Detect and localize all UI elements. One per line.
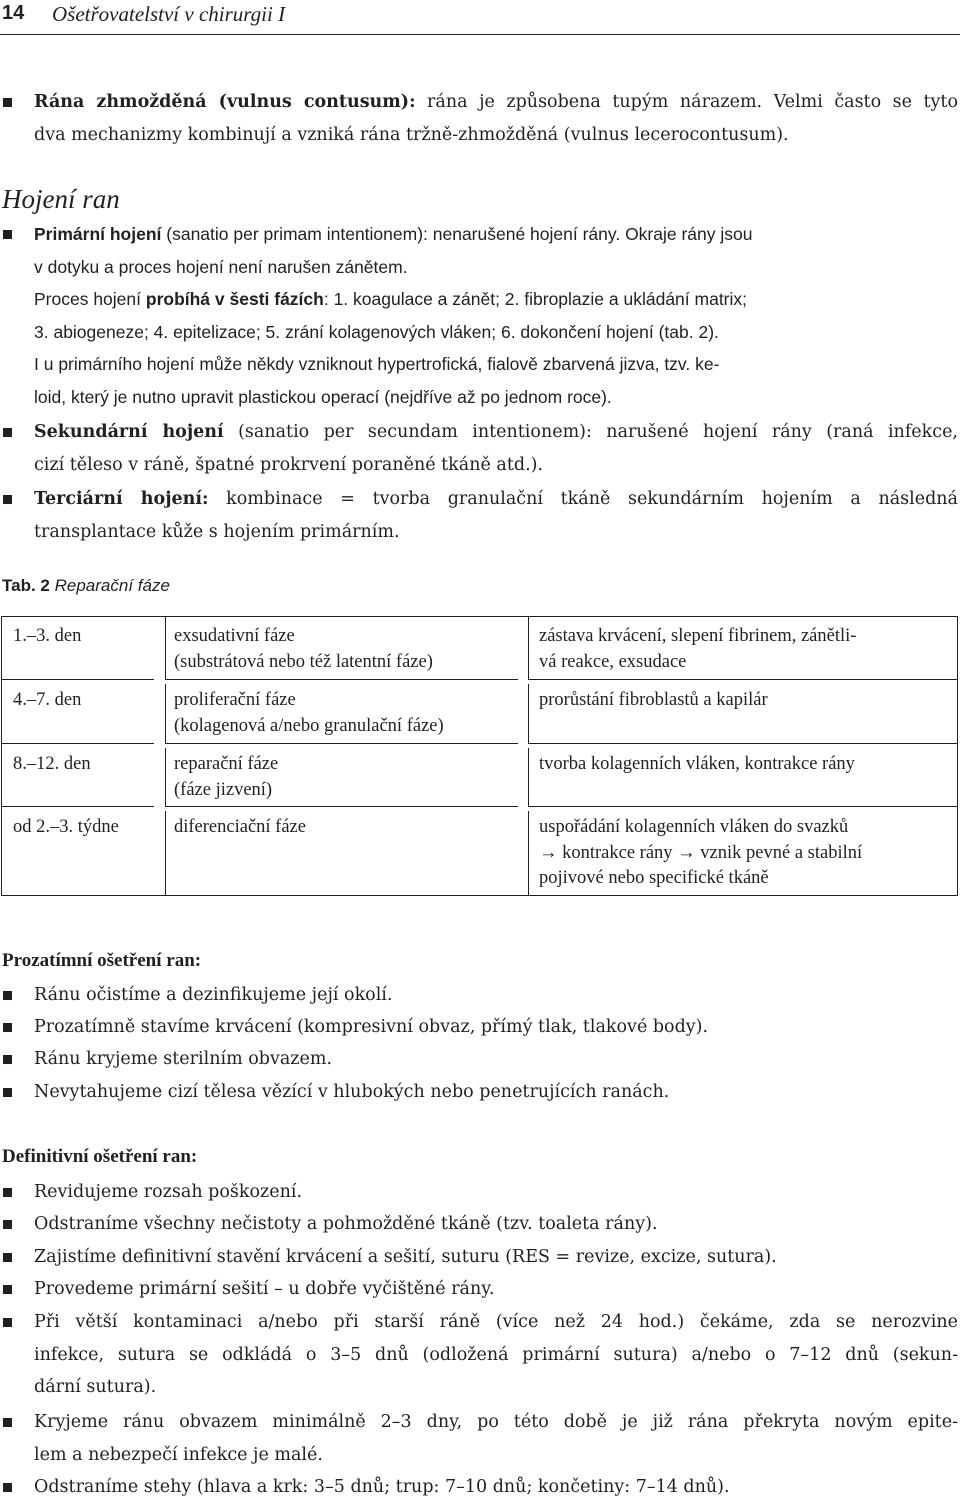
table-cell-phase: proliferační fáze (kolagenová a/nebo granulační fáze)	[174, 690, 444, 736]
bullet-marker	[3, 230, 12, 239]
list-item: Revidujeme rozsah poškození.	[0, 1176, 958, 1209]
term-vulnus-contusum: Rána zhmožděná (vulnus contusum):	[34, 92, 416, 112]
bullet-marker	[3, 1088, 12, 1097]
table-number: Tab. 2	[2, 576, 50, 595]
bullet-tertiary-healing: Terciární hojení: kombinace = tvorba granulační tkáně sekundárním hojením a následná transplantace kůže s hojením primárním.	[0, 483, 958, 548]
bullet-marker	[3, 991, 12, 1000]
table-cell-period: 1.–3. den	[13, 626, 82, 646]
subheading-definitive: Definitivní ošetření ran:	[2, 1146, 198, 1167]
bullet-marker	[3, 1055, 12, 1064]
bullet-marker	[3, 1220, 12, 1229]
list-item: Provedeme primární sešití – u dobře vyčištěné rány.	[0, 1273, 958, 1306]
table-caption	[2, 576, 170, 596]
table-cell-phase: exsudativní fáze (substrátová nebo též latentní fáze)	[174, 626, 433, 672]
list-item: Ránu očistíme a dezinfikujeme její okolí.	[0, 979, 958, 1012]
header-rule	[0, 34, 960, 35]
bullet-marker	[3, 1188, 12, 1197]
list-item: Nevytahujeme cizí tělesa vězící v hlubokých nebo penetrujících ranách.	[0, 1076, 958, 1109]
bullet-primary-healing: Primární hojení (sanatio per primam intentionem): nenarušené hojení rány. Okraje rány jsou v dotyku a proces hojení není narušen zánětem. Proces hojení probíhá v šesti fázích: 1. koagulace a zánět; 2. fibroplazie a ukládání matrix; 3. abiogeneze; 4. epitelizace; 5. zrání kolagenových vláken; 6. dokončení hojení (tab. 2). I u primárního hojení může někdy vzniknout hypertrofická, fialově zbarvená jizva, tzv. ke- loid, který je nutno upravit plastickou operací (nejdříve až po jednom roce).	[0, 218, 958, 413]
page-number: 14	[2, 2, 25, 24]
list-item: Kryjeme ránu obvazem minimálně 2–3 dny, po této době je již rána překryta novým epite- lem a nebezpečí infekce je malé.	[0, 1406, 958, 1471]
table-cell-period: od 2.–3. týdne	[13, 817, 119, 837]
bullet-marker	[3, 98, 12, 107]
table-title: Reparační fáze	[54, 576, 170, 595]
bullet-marker	[3, 428, 12, 437]
section-title-hojeni-ran: Hojení ran	[2, 184, 120, 214]
table-cell-description: tvorba kolagenních vláken, kontrakce rány	[539, 754, 855, 774]
list-item: Odstraníme všechny nečistoty a pohmožděné tkáně (tzv. toaleta rány).	[0, 1208, 958, 1241]
bullet-marker	[3, 1418, 12, 1427]
reparation-phases-table	[1, 616, 958, 896]
list-item: Zajistíme definitivní stavění krvácení a sešití, suturu (RES = revize, excize, sutura).	[0, 1241, 958, 1274]
list-item: Prozatímně stavíme krvácení (kompresivní obvaz, přímý tlak, tlakové body).	[0, 1011, 958, 1044]
table-cell-period: 4.–7. den	[13, 690, 82, 710]
bullet-marker	[3, 495, 12, 504]
subheading-provisional: Prozatímní ošetření ran:	[2, 950, 202, 971]
table-cell-description: uspořádání kolagenních vláken do svazků → kontrakce rány → vznik pevné a stabilní pojivové nebo specifické tkáně	[539, 817, 863, 888]
list-item: Při větší kontaminaci a/nebo při starší ráně (více než 24 hod.) čekáme, zda se nerozvine infekce, sutura se odkládá o 3–5 dnů (odložená primární sutura) a/nebo o 7–12 dnů (sekun- dární sutura).	[0, 1306, 958, 1404]
bullet-marker	[3, 1023, 12, 1032]
bullet-secondary-healing: Sekundární hojení (sanatio per secundam intentionem): narušené hojení rány (raná infekce, cizí těleso v ráně, špatné prokrvení poraněné tkáně atd.).	[0, 416, 958, 481]
bullet-marker	[3, 1483, 12, 1492]
table-cell-phase: diferenciační fáze	[174, 817, 306, 837]
table-cell-period: 8.–12. den	[13, 754, 91, 774]
running-header	[0, 0, 960, 30]
term-primary-healing: Primární hojení	[34, 224, 162, 244]
term-tertiary-healing: Terciární hojení:	[34, 489, 209, 509]
bullet-marker	[3, 1318, 12, 1327]
table-cell-phase: reparační fáze (fáze jizvení)	[174, 754, 279, 800]
list-item: Odstraníme stehy (hlava a krk: 3–5 dnů; trup: 7–10 dnů; končetiny: 7–14 dnů).	[0, 1471, 958, 1504]
bullet-vulnus-contusum: Rána zhmožděná (vulnus contusum): rána je způsobena tupým nárazem. Velmi často se tyto dva mechanizmy kombinují a vzniká rána tržně-zhmožděná (vulnus lecerocontusum).	[0, 86, 958, 151]
running-title: Ošetřovatelství v chirurgii I	[52, 2, 286, 26]
term-secondary-healing: Sekundární hojení	[34, 422, 224, 442]
list-item: Ránu kryjeme sterilním obvazem.	[0, 1043, 958, 1076]
table-cell-description: zástava krvácení, slepení fibrinem, zánětli- vá reakce, exsudace	[539, 626, 857, 672]
table-cell-description: prorůstání fibroblastů a kapilár	[539, 690, 768, 710]
bullet-marker	[3, 1285, 12, 1294]
bullet-marker	[3, 1253, 12, 1262]
